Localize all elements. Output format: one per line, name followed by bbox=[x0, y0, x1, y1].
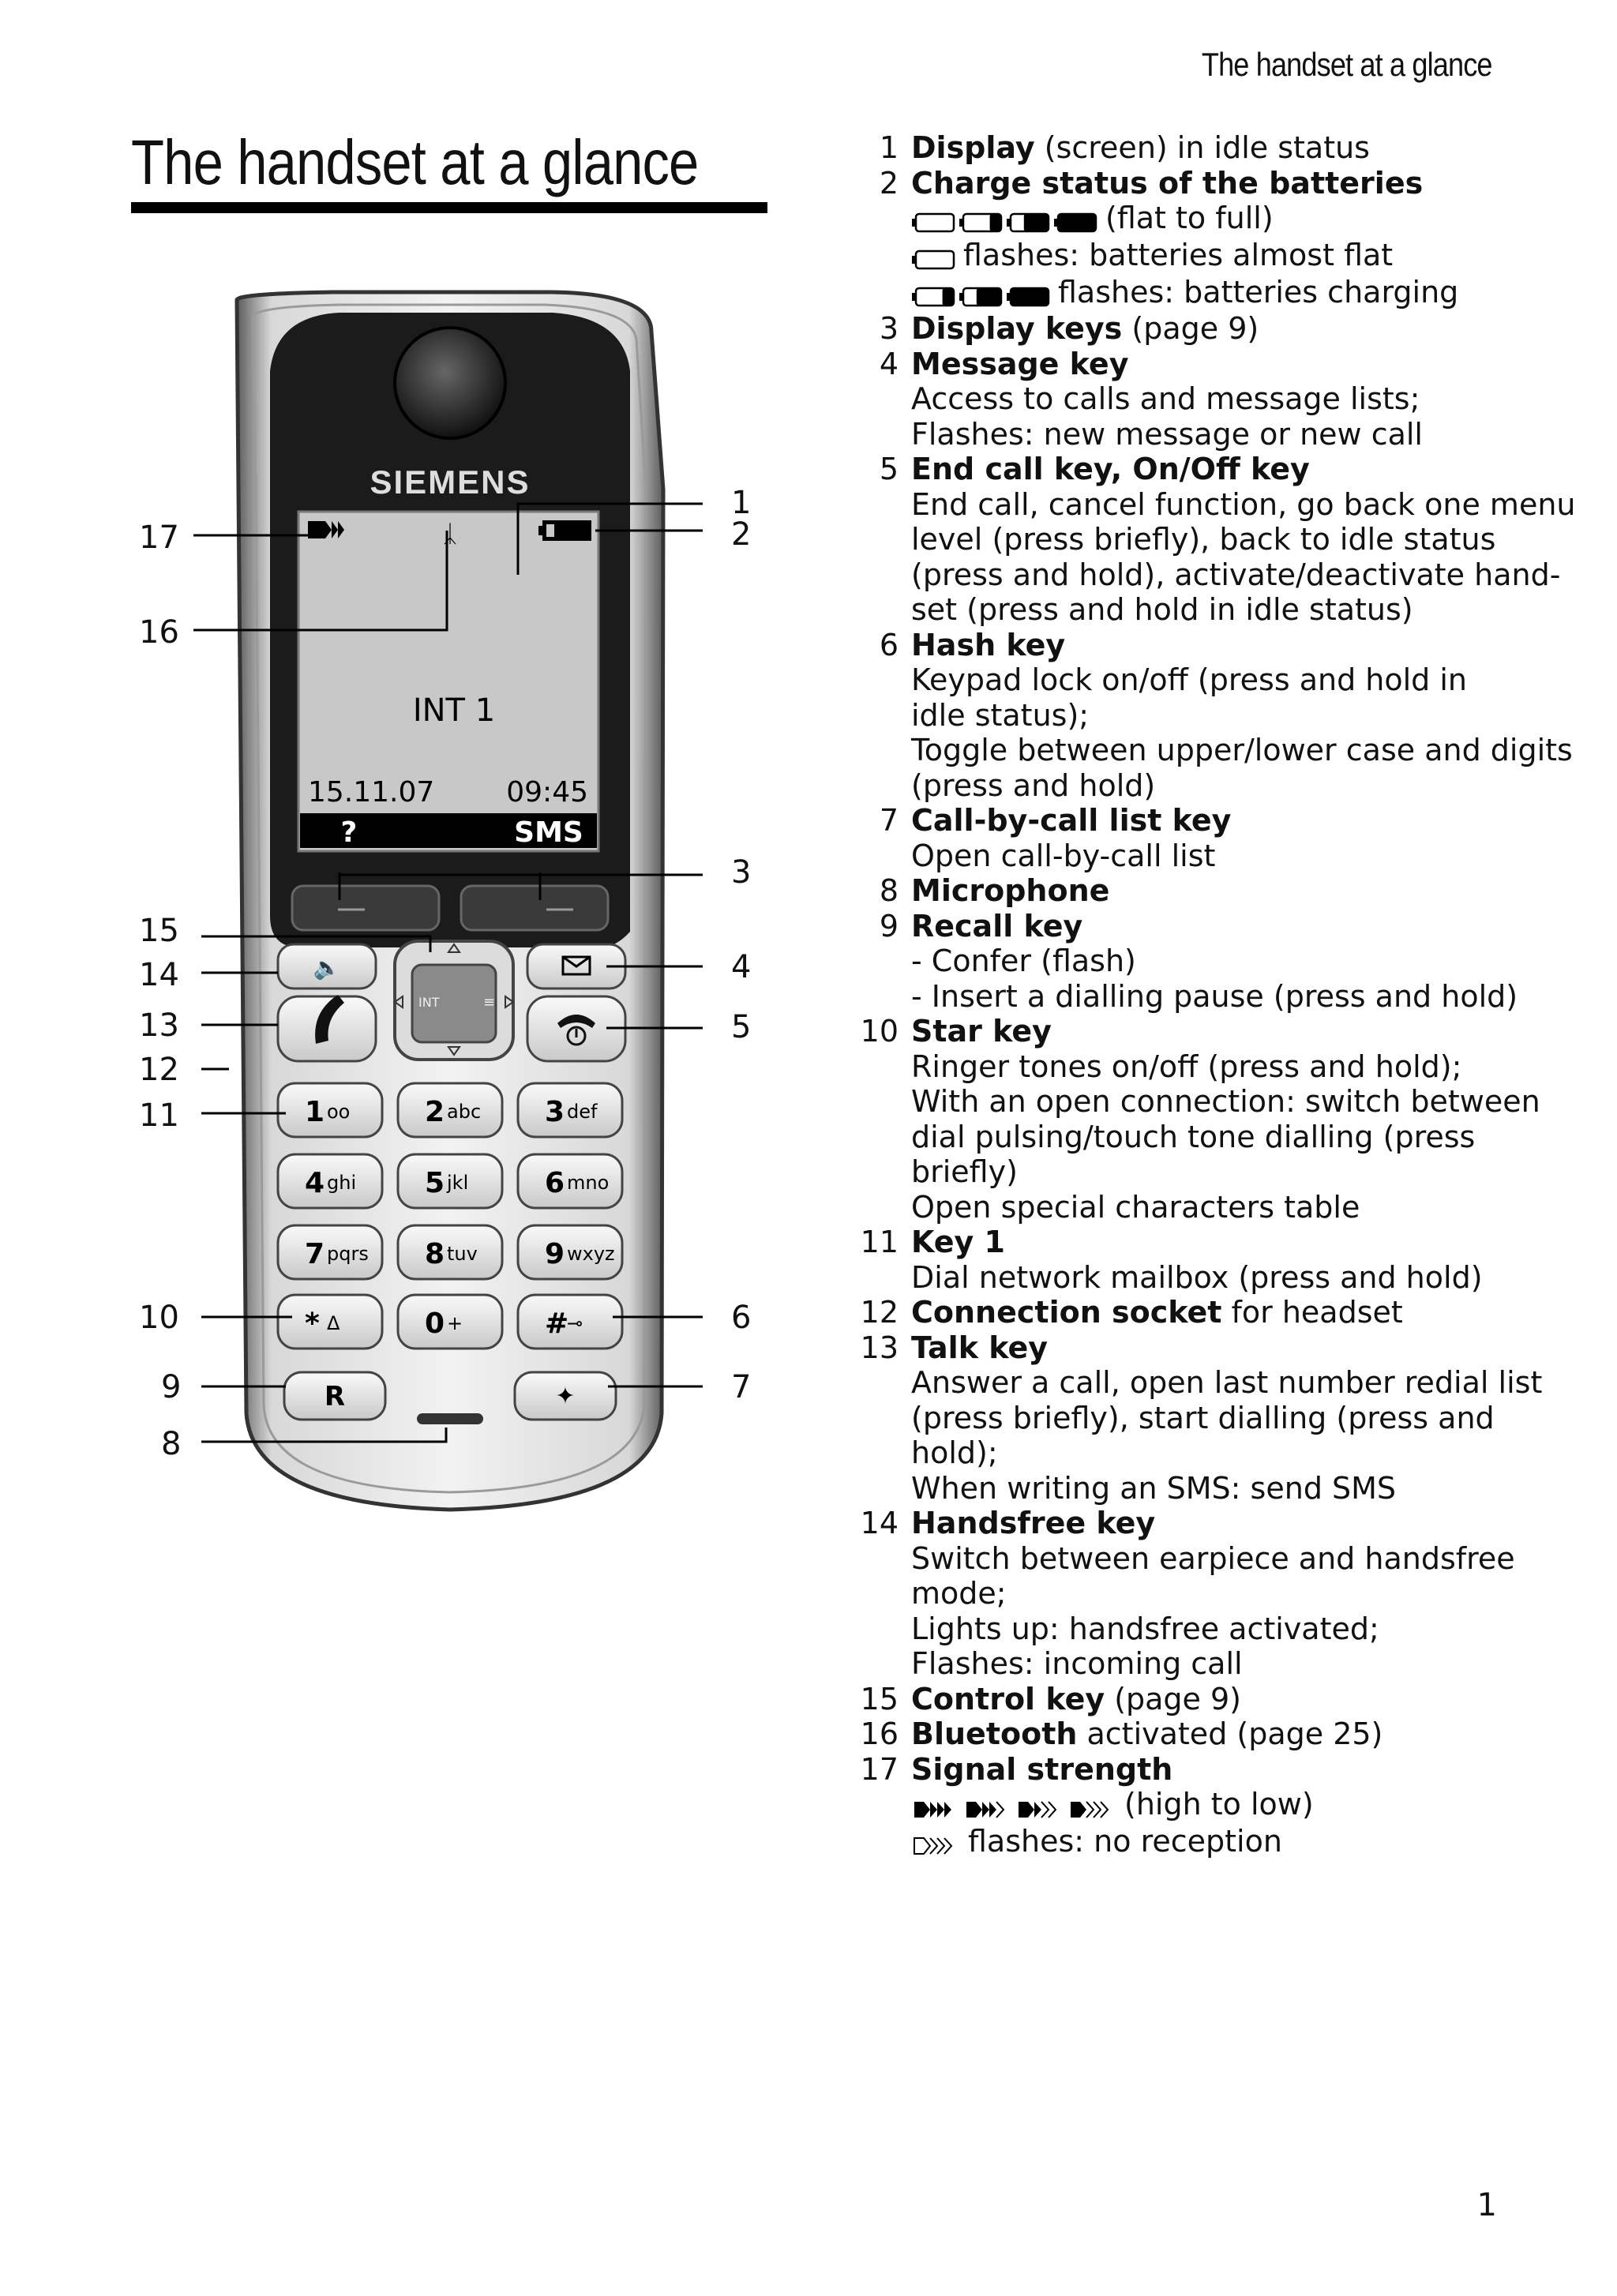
legend-item-line-text: Flashes: incoming call bbox=[911, 1646, 1243, 1682]
legend-item-line bbox=[911, 381, 1508, 417]
recall-key-label: R bbox=[324, 1381, 346, 1412]
callout-17: 17 bbox=[139, 520, 179, 556]
legend-item-line bbox=[911, 838, 1508, 874]
legend-item-line-text: (press briefly), start dialling (press and bbox=[911, 1400, 1495, 1435]
legend-item-body bbox=[911, 909, 1518, 1015]
earpiece bbox=[395, 328, 505, 438]
callout-11: 11 bbox=[139, 1097, 179, 1134]
legend-item-line bbox=[911, 1049, 1540, 1085]
legend-item-line-text: - Insert a dialling pause (press and hold) bbox=[911, 978, 1518, 1014]
legend-item-number: 11 bbox=[860, 1225, 899, 1260]
keypad-key-letters: wxyz bbox=[567, 1243, 615, 1265]
legend-item bbox=[845, 803, 1508, 873]
battery-charging-icon bbox=[911, 276, 1053, 312]
legend-item bbox=[845, 1225, 1508, 1295]
legend-item-line-text: Open call-by-call list bbox=[911, 838, 1216, 873]
keypad-key-digit: 1 bbox=[305, 1096, 325, 1128]
keypad-key-digit: 7 bbox=[305, 1238, 325, 1270]
callout-6: 6 bbox=[731, 1300, 752, 1336]
legend-item-line bbox=[911, 1471, 1542, 1506]
legend-item-line bbox=[911, 275, 1508, 312]
legend-item-heading bbox=[911, 1506, 1515, 1541]
running-header: The handset at a glance bbox=[1202, 46, 1492, 83]
legend-item-term: End call key, On/Off key bbox=[911, 452, 1310, 487]
legend-item-heading bbox=[911, 873, 1508, 909]
legend-item bbox=[845, 347, 1508, 452]
legend-item bbox=[845, 873, 1508, 909]
legend-item-body bbox=[911, 311, 1508, 347]
legend-item-number: 12 bbox=[860, 1295, 899, 1330]
legend-item-line bbox=[911, 698, 1573, 733]
callout-5: 5 bbox=[731, 1009, 752, 1045]
legend-item-term-note: (screen) in idle status bbox=[1034, 130, 1370, 165]
keypad-key-digit: 2 bbox=[425, 1096, 445, 1128]
legend-item-body bbox=[911, 873, 1508, 909]
legend-item-line-text: flashes: no reception bbox=[968, 1824, 1282, 1859]
keypad-key-digit: # bbox=[545, 1307, 569, 1340]
legend-item-number: 6 bbox=[879, 627, 899, 662]
legend-item-line-text: mode; bbox=[911, 1576, 1007, 1611]
legend-item-term: Signal strength bbox=[911, 1751, 1173, 1787]
legend-item-body bbox=[911, 1752, 1508, 1861]
legend-item-line bbox=[911, 1576, 1515, 1611]
legend-item-line-text: (flat to full) bbox=[1105, 201, 1274, 235]
legend-item-line bbox=[911, 1260, 1508, 1296]
legend-item-line bbox=[911, 768, 1573, 804]
legend-item bbox=[845, 908, 1518, 1015]
handset-diagram bbox=[0, 0, 790, 1548]
keypad-key-letters: abc bbox=[447, 1101, 482, 1123]
keypad-key-letters: tuv bbox=[447, 1243, 478, 1265]
legend-item bbox=[845, 627, 1573, 804]
legend-item-term: Message key bbox=[911, 346, 1129, 381]
legend-item-line-text: (high to low) bbox=[1124, 1787, 1314, 1822]
legend-item-line-text: set (press and hold in idle status) bbox=[911, 592, 1413, 628]
legend-item bbox=[845, 1330, 1543, 1506]
legend-item bbox=[845, 311, 1508, 347]
battery-empty-icon bbox=[911, 239, 959, 275]
brand-logo: SIEMENS bbox=[370, 463, 531, 501]
legend-item bbox=[845, 130, 1508, 166]
display-status-text: INT 1 bbox=[412, 692, 496, 729]
legend-item-line bbox=[911, 1190, 1540, 1225]
legend-item-line bbox=[911, 733, 1573, 768]
legend-item bbox=[845, 166, 1508, 312]
legend-item-number: 8 bbox=[879, 873, 899, 909]
legend-item-line bbox=[911, 1365, 1542, 1401]
keypad-key-digit: 0 bbox=[425, 1307, 445, 1340]
legend-item-line-text: Keypad lock on/off (press and hold in bbox=[911, 662, 1468, 698]
legend-item-line-text: flashes: batteries almost flat bbox=[963, 237, 1394, 272]
legend-item-heading bbox=[911, 1225, 1508, 1260]
legend-item-term: Talk key bbox=[911, 1330, 1048, 1365]
legend-item-heading bbox=[911, 1752, 1508, 1788]
legend-item-term: Connection socket bbox=[911, 1295, 1222, 1330]
legend-item-line bbox=[911, 662, 1573, 698]
legend-item-term-note: activated (page 25) bbox=[1077, 1716, 1383, 1752]
legend-item-line bbox=[911, 487, 1576, 523]
legend-item-line bbox=[911, 417, 1508, 452]
legend-item-number: 1 bbox=[879, 130, 899, 165]
keypad-key-digit: 3 bbox=[545, 1096, 565, 1128]
legend-item-line bbox=[911, 1120, 1540, 1155]
keypad-key-digit: 6 bbox=[545, 1167, 565, 1199]
legend-item-number: 3 bbox=[879, 311, 899, 347]
legend-list bbox=[845, 130, 1576, 1861]
legend-item-line-text: Lights up: handsfree activated; bbox=[911, 1611, 1379, 1646]
signal-none-icon bbox=[911, 1825, 963, 1861]
keypad-key-digit: 5 bbox=[425, 1167, 445, 1199]
legend-item-heading bbox=[911, 166, 1508, 201]
legend-item-term: Microphone bbox=[911, 873, 1110, 909]
legend-item-number: 10 bbox=[860, 1014, 899, 1049]
legend-item-heading bbox=[911, 628, 1573, 663]
legend-item-body bbox=[911, 1506, 1515, 1682]
legend-item-heading bbox=[911, 311, 1508, 347]
legend-item-heading bbox=[911, 347, 1508, 382]
callout-16: 16 bbox=[139, 614, 179, 651]
legend-item-term: Call-by-call list key bbox=[911, 803, 1232, 838]
callout-12: 12 bbox=[139, 1052, 179, 1088]
keypad-key-letters: ⊸ bbox=[567, 1312, 583, 1334]
legend-item-line bbox=[911, 1787, 1508, 1824]
legend-item-term: Display keys bbox=[911, 311, 1123, 347]
legend-item-number: 15 bbox=[860, 1681, 899, 1716]
legend-item-heading bbox=[911, 130, 1508, 166]
legend-item-term: Hash key bbox=[911, 627, 1066, 662]
legend-item-line bbox=[911, 1824, 1508, 1861]
legend-item-line bbox=[911, 1541, 1515, 1577]
legend-item-heading bbox=[911, 1014, 1540, 1049]
legend-item bbox=[845, 1716, 1508, 1752]
legend-item-line bbox=[911, 1084, 1540, 1120]
keypad-key-digit: 4 bbox=[305, 1167, 325, 1199]
display-date: 15.11.07 bbox=[308, 776, 435, 808]
keypad-key-letters: οο bbox=[327, 1101, 351, 1123]
keypad-key-letters: def bbox=[567, 1101, 598, 1123]
legend-item-body bbox=[911, 1014, 1540, 1225]
legend-item-heading bbox=[911, 1682, 1508, 1717]
page-number: 1 bbox=[1476, 2187, 1497, 2223]
legend-item-term-note: (page 9) bbox=[1105, 1681, 1242, 1716]
legend-item-term: Recall key bbox=[911, 908, 1083, 944]
legend-item-line bbox=[911, 1435, 1542, 1471]
legend-item-body bbox=[911, 1330, 1542, 1506]
legend-item-number: 13 bbox=[860, 1330, 899, 1365]
legend-item-line-text: (press and hold), activate/deactivate hand- bbox=[911, 557, 1561, 592]
keypad-key-letters: ghi bbox=[327, 1172, 357, 1194]
legend-item-line-text: Open special characters table bbox=[911, 1189, 1360, 1225]
legend-item-line-text: When writing an SMS: send SMS bbox=[911, 1470, 1397, 1506]
legend-item-number: 17 bbox=[860, 1751, 899, 1787]
legend-item bbox=[845, 1295, 1508, 1330]
legend-item bbox=[845, 1682, 1508, 1717]
legend-item-body bbox=[911, 347, 1508, 452]
legend-item-line-text: - Confer (flash) bbox=[911, 944, 1136, 979]
callout-13: 13 bbox=[139, 1007, 179, 1044]
legend-item bbox=[845, 1014, 1540, 1225]
legend-item-number: 4 bbox=[879, 346, 899, 381]
legend-item bbox=[845, 1506, 1515, 1682]
legend-item-number: 16 bbox=[860, 1716, 899, 1752]
keypad-key-digit: 8 bbox=[425, 1238, 445, 1270]
legend-item-line-text: Access to calls and message lists; bbox=[911, 381, 1420, 417]
legend-item-line bbox=[911, 1646, 1515, 1682]
legend-item bbox=[845, 1752, 1508, 1861]
legend-item-heading bbox=[911, 909, 1518, 944]
control-key-menu-label: ≡ bbox=[483, 994, 496, 1011]
legend-item-line bbox=[911, 201, 1508, 238]
legend-item-term: Control key bbox=[911, 1681, 1105, 1716]
legend-item-number: 9 bbox=[879, 908, 899, 944]
callout-4: 4 bbox=[731, 949, 752, 985]
legend-item-line bbox=[911, 1611, 1515, 1647]
legend-item-term: Bluetooth bbox=[911, 1716, 1078, 1752]
keypad-key-letters: jkl bbox=[447, 1172, 469, 1194]
display-bluetooth-icon: ᛣ bbox=[443, 520, 457, 548]
legend-item-body bbox=[911, 452, 1576, 628]
legend-item-heading bbox=[911, 803, 1508, 838]
legend-item-line bbox=[911, 238, 1508, 275]
keypad-key-letters: + bbox=[447, 1312, 463, 1334]
legend-item-line bbox=[911, 979, 1518, 1015]
call-by-call-icon: ✦ bbox=[555, 1382, 576, 1410]
legend-item-body bbox=[911, 628, 1573, 804]
callout-9: 9 bbox=[161, 1369, 182, 1405]
control-key-int-label: INT bbox=[418, 995, 440, 1010]
display-key-left bbox=[292, 886, 439, 930]
legend-item-line bbox=[911, 944, 1518, 979]
legend-item-line-text: idle status); bbox=[911, 697, 1090, 733]
legend-item-heading bbox=[911, 452, 1576, 487]
legend-item-line bbox=[911, 557, 1576, 593]
callout-10: 10 bbox=[139, 1300, 179, 1336]
battery-levels-icon bbox=[911, 202, 1101, 238]
legend-item-body bbox=[911, 130, 1508, 166]
legend-item-line-text: level (press briefly), back to idle status bbox=[911, 522, 1496, 557]
legend-item-line-text: (press and hold) bbox=[911, 767, 1156, 803]
legend-item-term: Display bbox=[911, 130, 1035, 165]
keypad-key-digit: * bbox=[305, 1307, 320, 1340]
legend-item-heading bbox=[911, 1295, 1508, 1330]
legend-item-line-text: Flashes: new message or new call bbox=[911, 416, 1423, 452]
display-time: 09:45 bbox=[506, 776, 588, 808]
legend-item-number: 7 bbox=[879, 803, 899, 838]
display-key-right bbox=[461, 886, 608, 930]
microphone bbox=[417, 1413, 483, 1424]
legend-item-line bbox=[911, 1154, 1540, 1190]
legend-item-number: 14 bbox=[860, 1506, 899, 1541]
legend-item-body bbox=[911, 1682, 1508, 1717]
signal-levels-icon bbox=[911, 1789, 1120, 1825]
legend-item-line-text: dial pulsing/touch tone dialling (press bbox=[911, 1119, 1476, 1154]
legend-item-term: Handsfree key bbox=[911, 1506, 1156, 1541]
legend-item-body bbox=[911, 1295, 1508, 1330]
legend-item-body bbox=[911, 1716, 1508, 1752]
section-title: The handset at a glance bbox=[131, 127, 699, 197]
legend-item-line-text: Ringer tones on/off (press and hold); bbox=[911, 1049, 1462, 1084]
legend-item-line-text: briefly) bbox=[911, 1154, 1018, 1190]
legend-item-line-text: Toggle between upper/lower case and digits bbox=[911, 733, 1573, 768]
legend-item-number: 5 bbox=[879, 452, 899, 487]
legend-item-line-text: flashes: batteries charging bbox=[1058, 274, 1459, 310]
legend-item-line-text: End call, cancel function, go back one menu bbox=[911, 486, 1576, 522]
callout-8: 8 bbox=[161, 1426, 182, 1462]
handsfree-icon: 🔈 bbox=[313, 955, 341, 981]
keypad-key-letters: mno bbox=[567, 1172, 610, 1194]
display-softkey-left: ? bbox=[340, 816, 358, 849]
legend-item-line-text: Answer a call, open last number redial list bbox=[911, 1365, 1543, 1401]
keypad-key-letters: pqrs bbox=[327, 1243, 369, 1265]
legend-item-line-text: Switch between earpiece and handsfree bbox=[911, 1540, 1515, 1576]
callout-7: 7 bbox=[731, 1369, 752, 1405]
legend-item-term: Star key bbox=[911, 1014, 1052, 1049]
callout-15: 15 bbox=[139, 913, 179, 949]
callout-1: 1 bbox=[731, 485, 752, 521]
legend-item-body bbox=[911, 803, 1508, 873]
legend-item bbox=[845, 452, 1576, 628]
legend-item-term: Key 1 bbox=[911, 1225, 1005, 1260]
legend-item-heading bbox=[911, 1716, 1508, 1752]
legend-item-line bbox=[911, 1401, 1542, 1436]
callout-3: 3 bbox=[731, 854, 752, 891]
legend-item-line bbox=[911, 522, 1576, 557]
keypad-key-digit: 9 bbox=[545, 1238, 565, 1270]
keypad-key-letters: Δ bbox=[327, 1312, 340, 1334]
legend-item-line-text: With an open connection: switch between bbox=[911, 1084, 1540, 1120]
legend-item-line-text: Dial network mailbox (press and hold) bbox=[911, 1259, 1483, 1295]
display-signal-icon bbox=[308, 521, 344, 538]
legend-item-term-note: for headset bbox=[1221, 1295, 1403, 1330]
callout-14: 14 bbox=[139, 957, 179, 993]
legend-item-body bbox=[911, 166, 1508, 312]
callout-2: 2 bbox=[731, 516, 752, 553]
legend-item-heading bbox=[911, 1330, 1542, 1366]
legend-item-line bbox=[911, 592, 1576, 628]
legend-item-number: 2 bbox=[879, 165, 899, 201]
legend-item-term-note: (page 9) bbox=[1122, 311, 1259, 347]
legend-item-line-text: hold); bbox=[911, 1435, 998, 1471]
legend-item-body bbox=[911, 1225, 1508, 1295]
display-softkey-right: SMS bbox=[514, 816, 583, 849]
display-battery-icon bbox=[538, 521, 591, 540]
legend-item-term: Charge status of the batteries bbox=[911, 165, 1424, 201]
